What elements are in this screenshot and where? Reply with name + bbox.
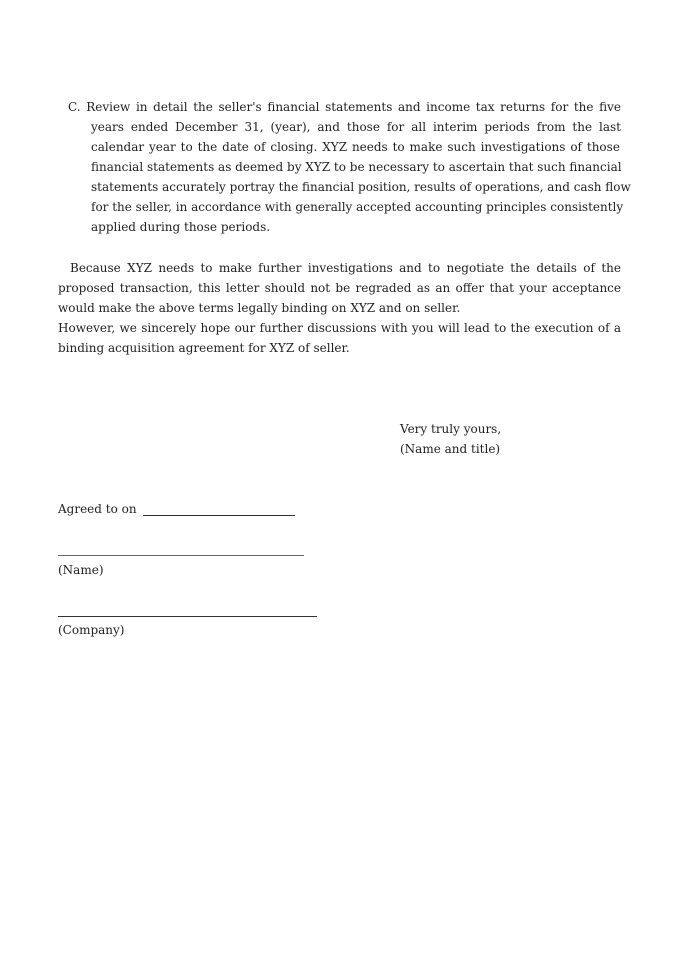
agreed-to-on-row <box>58 499 137 519</box>
paragraph-line: However, we sincerely hope our further discussions with you will lead to the execution of a <box>58 321 621 335</box>
name-row <box>58 560 104 580</box>
item-c-line: for the seller, in accordance with generally accepted accounting principles consistently <box>91 200 624 214</box>
paragraph-line: Because XYZ needs to make further investigations and to negotiate the details of the <box>70 261 621 275</box>
name-signature-line <box>58 555 304 556</box>
item-c-line: calendar year to the date of closing. XYZ needs to make such investigations of those <box>91 140 620 154</box>
agreed-to-on-label: Agreed to on <box>58 502 137 516</box>
company-label: (Company) <box>58 623 125 637</box>
closing-block <box>400 419 501 459</box>
item-c <box>68 97 631 237</box>
item-c-line: applied during those periods. <box>91 220 271 234</box>
paragraph-further-investigation <box>58 258 621 318</box>
item-c-line: statements accurately portray the financial position, results of operations, and cash flow <box>91 180 631 194</box>
signer-name-title: (Name and title) <box>400 442 501 456</box>
item-c-line: financial statements as deemed by XYZ to be necessary to ascertain that such financial <box>91 160 622 174</box>
paragraph-line: would make the above terms legally binding on XYZ and on seller. <box>58 301 461 315</box>
date-signature-line <box>143 515 295 516</box>
item-c-line: years ended December 31, (year), and those for all interim periods from the last <box>91 120 621 134</box>
closing-salutation: Very truly yours, <box>400 422 502 436</box>
company-signature-line <box>58 616 317 617</box>
company-row <box>58 620 125 640</box>
item-c-line: C. Review in detail the seller's financial statements and income tax returns for the five <box>68 100 621 114</box>
paragraph-line: binding acquisition agreement for XYZ of seller. <box>58 341 350 355</box>
name-label: (Name) <box>58 563 104 577</box>
paragraph-hope <box>58 318 621 358</box>
paragraph-line: proposed transaction, this letter should not be regraded as an offer that your acceptance <box>58 281 621 295</box>
